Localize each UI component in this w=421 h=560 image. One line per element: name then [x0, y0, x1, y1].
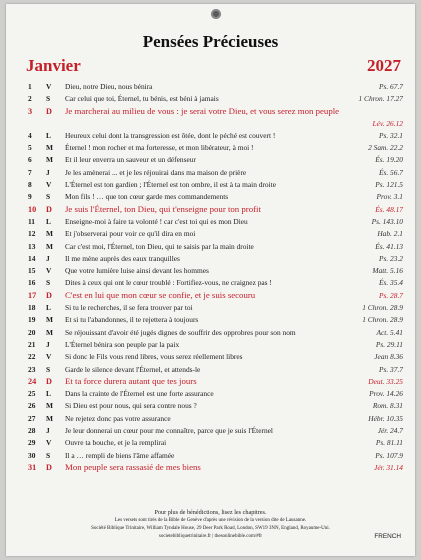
- verse-row: [6, 204, 415, 216]
- verse-text: Ne rejetez donc pas votre assurance: [65, 413, 171, 423]
- verse-reference: Rom. 8.31: [372, 401, 403, 411]
- verse-reference: Ps. 143.10: [371, 216, 403, 226]
- day-number: 26: [28, 401, 36, 411]
- verse-row: [6, 277, 415, 289]
- weekday-letter: S: [46, 192, 51, 202]
- weekday-letter: S: [46, 94, 51, 104]
- verse-text: Dites à ceux qui ont le cœur troublé : Fortifiez-vous, ne craignez pas !: [65, 278, 272, 288]
- day-number: 11: [28, 216, 35, 226]
- day-number: 9: [28, 192, 32, 202]
- day-number: 28: [28, 426, 36, 436]
- footer-line-2: Les versets sont tirés de la Bible de Genève d'après une révision de la version dite de Lausanne.: [114, 518, 307, 523]
- weekday-letter: M: [46, 155, 53, 165]
- verse-reference: Ps. 37.7: [378, 364, 403, 374]
- verse-text: Mon fils ! … que ton cœur garde mes commandements: [65, 192, 229, 202]
- verse-reference: Ps. 67.7: [378, 82, 403, 91]
- verse-text: Que votre lumière luise ainsi devant les hommes: [65, 266, 209, 276]
- verse-row: [6, 216, 415, 228]
- verse-reference: Act. 5.41: [376, 327, 403, 337]
- verse-row: [6, 167, 415, 179]
- verse-reference: 1 Chron. 28.9: [362, 303, 403, 313]
- verse-reference: Ps. 32.1: [378, 130, 403, 140]
- footer-line-4: societebibliquetrinitaire.fr | thesonlinebible.com/#fr: [158, 534, 263, 539]
- day-number: 13: [28, 241, 36, 251]
- day-number: 23: [28, 364, 36, 374]
- weekday-letter: D: [46, 376, 52, 386]
- language-label: FRENCH: [374, 533, 401, 540]
- verse-reference: Jean 8.36: [374, 352, 403, 362]
- verse-reference: Prov. 3.1: [376, 192, 403, 202]
- weekday-letter: L: [46, 303, 51, 313]
- weekday-letter: V: [46, 82, 52, 91]
- verse-text: Car c'est moi, l'Éternel, ton Dieu, qui te saisis par la main droite: [65, 241, 254, 251]
- verse-reference: Ps. 28.7: [378, 290, 403, 300]
- verse-row: [6, 425, 415, 437]
- verse-row: [6, 265, 415, 277]
- verse-reference: Jér. 31.14: [374, 462, 403, 472]
- verse-row: [6, 179, 415, 191]
- day-number: 25: [28, 389, 36, 399]
- verse-text: Je marcherai au milieu de vous : je serai votre Dieu, et vous serez mon peuple: [65, 105, 340, 116]
- weekday-letter: L: [46, 130, 51, 140]
- verse-row: [6, 302, 415, 314]
- verse-text: Heureux celui dont la transgression est ôtée, dont le péché est couvert !: [65, 130, 276, 140]
- weekday-letter: D: [46, 106, 52, 116]
- verse-row: [6, 339, 415, 351]
- verse-list: [6, 81, 415, 474]
- verse-reference: Matt. 5.16: [372, 266, 403, 276]
- weekday-letter: V: [46, 352, 52, 362]
- verse-text: Si tu le recherches, il se fera trouver par toi: [65, 303, 193, 313]
- verse-reference: Ps. 81.11: [375, 438, 403, 448]
- verse-row: [6, 142, 415, 154]
- weekday-letter: S: [46, 278, 51, 288]
- weekday-letter: S: [46, 450, 51, 460]
- day-number: 24: [28, 376, 37, 386]
- verse-row: [6, 93, 415, 105]
- verse-reference: Ps. 23.2: [378, 253, 403, 263]
- day-number: 8: [28, 180, 32, 190]
- day-number: 30: [28, 450, 36, 460]
- verse-text: Si donc le Fils vous rend libres, vous serez réellement libres: [65, 352, 243, 362]
- verse-row: [6, 154, 415, 166]
- weekday-letter: L: [46, 216, 51, 226]
- verse-reference: És. 41.13: [375, 241, 403, 251]
- verse-row: [6, 191, 415, 203]
- page-title: Pensées Précieuses: [142, 32, 279, 51]
- verse-row: [6, 314, 415, 326]
- footer-line-3: Société Biblique Trinitaire, William Tyndale House, 29 Deer Park Road, London, SW19 3NN, England, Royaume-Uni.: [91, 526, 330, 531]
- weekday-letter: V: [46, 438, 52, 448]
- verse-text: Je les amènerai ... et je les réjouirai dans ma maison de prière: [65, 167, 247, 177]
- verse-reference: 2 Sam. 22.2: [368, 143, 403, 153]
- verse-text: Car celui que toi, Éternel, tu bénis, est béni à jamais: [65, 94, 219, 104]
- verse-reference: És. 35.4: [378, 278, 403, 288]
- verse-text: Mon peuple sera rassasié de mes biens: [65, 461, 201, 472]
- weekday-letter: D: [46, 204, 52, 214]
- verse-row: [6, 462, 415, 474]
- weekday-letter: M: [46, 241, 53, 251]
- verse-text: Garde le silence devant l'Éternel, et attends-le: [65, 364, 201, 374]
- verse-reference: 1 Chron. 17.27: [358, 94, 403, 104]
- weekday-letter: M: [46, 401, 53, 411]
- verse-text: Et j'observerai pour voir ce qu'il dira en moi: [65, 229, 196, 239]
- verse-reference: Ps. 121.5: [375, 180, 403, 190]
- verse-text: Je leur donnerai un cœur pour me connaître, parce que je suis l'Éternel: [65, 426, 273, 436]
- verse-reference: És. 48.17: [375, 204, 403, 214]
- weekday-letter: M: [46, 229, 53, 239]
- verse-row: [6, 81, 415, 93]
- day-number: 5: [28, 143, 32, 153]
- verse-reference: Hébr. 10.35: [368, 413, 403, 423]
- weekday-letter: M: [46, 143, 53, 153]
- day-number: 14: [28, 253, 36, 263]
- day-number: 12: [28, 229, 36, 239]
- verse-row: [6, 327, 415, 339]
- verse-row: [6, 241, 415, 253]
- verse-text: C'est en lui que mon cœur se confie, et je suis secouru: [65, 289, 256, 300]
- day-number: 31: [28, 462, 37, 472]
- weekday-letter: S: [46, 364, 51, 374]
- day-number: 29: [28, 438, 36, 448]
- day-number: 22: [28, 352, 36, 362]
- month-label: Janvier: [26, 56, 81, 75]
- weekday-letter: M: [46, 413, 53, 423]
- verse-reference: Ps. 107.9: [375, 450, 403, 460]
- verse-row: [6, 437, 415, 449]
- day-number: 27: [28, 413, 36, 423]
- verse-row: [6, 290, 415, 302]
- weekday-letter: J: [46, 253, 50, 263]
- verse-row: [6, 130, 415, 142]
- day-number: 16: [28, 278, 36, 288]
- verse-reference: Ps. 29.11: [375, 339, 403, 349]
- verse-reference: Jér. 24.7: [377, 426, 403, 436]
- day-number: 20: [28, 327, 36, 337]
- weekday-letter: D: [46, 462, 52, 472]
- verse-text: Ouvre ta bouche, et je la remplirai: [65, 438, 167, 448]
- verse-row: [6, 228, 415, 240]
- year-label: 2027: [367, 56, 401, 75]
- weekday-letter: J: [46, 339, 50, 349]
- verse-text: Éternel ! mon rocher et ma forteresse, et mon libérateur, à moi !: [65, 143, 254, 153]
- day-number: 7: [28, 167, 32, 177]
- verse-text: Dans la crainte de l'Éternel est une forte assurance: [65, 389, 214, 399]
- hanging-hole: [211, 9, 221, 19]
- day-number: 10: [28, 204, 37, 214]
- day-number: 3: [28, 106, 33, 116]
- verse-text: L'Éternel est ton gardien ; l'Éternel est ton ombre, il est à ta main droite: [65, 180, 276, 190]
- weekday-letter: V: [46, 180, 52, 190]
- weekday-letter: M: [46, 315, 53, 325]
- verse-text: Et il leur enverra un sauveur et un défenseur: [65, 155, 196, 165]
- verse-row: [6, 388, 415, 400]
- verse-reference: Prov. 14.26: [369, 389, 403, 399]
- verse-reference: És. 19.20: [375, 155, 403, 165]
- verse-row: [6, 376, 415, 388]
- day-number: 1: [28, 82, 32, 91]
- day-number: 4: [28, 130, 32, 140]
- day-number: 2: [28, 94, 32, 104]
- verse-text: Et si tu l'abandonnes, il te rejettera à toujours: [65, 315, 199, 325]
- verse-text: Il a … rempli de biens l'âme affamée: [65, 450, 175, 460]
- day-number: 15: [28, 266, 36, 276]
- verse-text: Dieu, notre Dieu, nous bénira: [65, 82, 153, 91]
- weekday-letter: J: [46, 167, 50, 177]
- day-number: 18: [28, 303, 36, 313]
- footer-line-1: Pour plus de bénédictions, lisez les chapitres.: [154, 509, 267, 516]
- day-number: 19: [28, 315, 36, 325]
- weekday-letter: D: [46, 290, 52, 300]
- verse-text: Si Dieu est pour nous, qui sera contre nous ?: [65, 401, 197, 411]
- verse-reference: 1 Chron. 28.9: [362, 315, 403, 325]
- verse-reference: És. 56.7: [378, 167, 403, 177]
- day-number: 21: [28, 339, 36, 349]
- verse-row: [6, 253, 415, 265]
- weekday-letter: M: [46, 327, 53, 337]
- verse-reference: Deut. 33.25: [368, 376, 403, 386]
- verse-text: Je suis l'Éternel, ton Dieu, qui t'enseigne pour ton profit: [65, 203, 261, 214]
- day-number: 17: [28, 290, 37, 300]
- verse-text: Enseigne-moi à faire ta volonté ! car c'est toi qui es mon Dieu: [65, 216, 248, 226]
- weekday-letter: L: [46, 389, 51, 399]
- verse-text: Il me mène auprès des eaux tranquilles: [65, 253, 180, 263]
- verse-row: [6, 351, 415, 363]
- day-number: 6: [28, 155, 32, 165]
- footer: [6, 509, 415, 541]
- verse-reference: Hab. 2.1: [377, 229, 403, 239]
- verse-text: L'Éternel bénira son peuple par la paix: [65, 339, 180, 349]
- weekday-letter: J: [46, 426, 50, 436]
- verse-row: [6, 400, 415, 412]
- verse-row: [6, 450, 415, 462]
- verse-text: Et ta force durera autant que tes jours: [65, 375, 197, 386]
- verse-row: [6, 413, 415, 425]
- verse-row: [6, 106, 415, 130]
- verse-text: Se réjouissant d'avoir été jugés dignes de souffrir des opprobres pour son nom: [65, 327, 296, 337]
- calendar-page: [6, 4, 415, 556]
- verse-row: [6, 364, 415, 376]
- verse-reference: Lév. 26.12: [372, 118, 403, 128]
- weekday-letter: V: [46, 266, 52, 276]
